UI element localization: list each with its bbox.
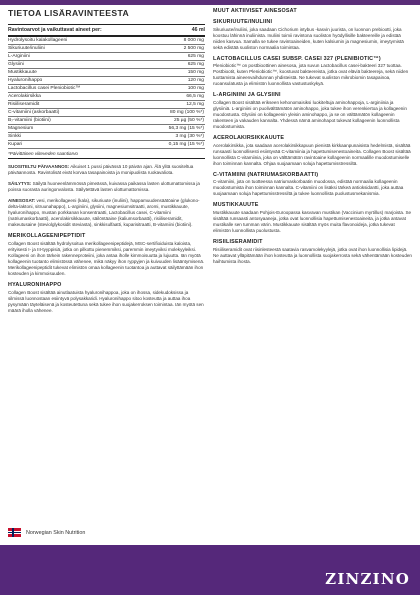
nutrition-row	[8, 125, 205, 133]
section-text: SUOSITELTU PÄIVAANNOS: Aikuiset 1 pussi päivässä 10 päivän ajan. Älä ylitä suositeltua päiväannosta. Ravintolisät eivät korvaa tasapainoista ja monipuolista ruokavaliota.	[8, 164, 194, 176]
section-title: SIKURIUUTE/INULIINI	[213, 19, 273, 25]
nutrition-rows	[8, 37, 205, 149]
section-title: MUSTIKKAUUTE	[213, 202, 259, 209]
section-lead-title: SUOSITELTU PÄIVAANNOS:	[8, 164, 70, 169]
right-section	[213, 202, 412, 234]
nutrition-row	[8, 85, 205, 93]
nutrient-name: L-Arginiini	[8, 54, 30, 59]
left-section	[8, 181, 205, 193]
nutrition-row	[8, 77, 205, 85]
nutrient-value: 3 mg (30 %*)	[175, 134, 204, 139]
left-sections	[8, 164, 205, 314]
nutrient-name: C-vitamiini (askorbaatti)	[8, 110, 60, 115]
nutrient-value: 56,3 mg (15 %*)	[168, 126, 204, 131]
section-text: Collagen Boost sisältää erikseen kehonomaisiksi luokiteltuja aminohappoja, L-arginiinia ja glysiiniä. L-arginiini on puolivälttämätön aminohappo, joka tukee ihon verenkiertoa ja kollageenin muodostusta. Glysiini on kollageenin yleisin aminohappo, ja se on välttämätön kollageenin rakenteen ja vakauden kannalta. Yhdessä nämä aminohapot tukevat kollageenin luonnollista muodostumista.	[213, 99, 407, 130]
nutrient-value: 625 mg	[187, 62, 204, 67]
zinzino-logo: ZINZINO	[325, 570, 410, 588]
nutrition-row	[8, 45, 205, 53]
nutrient-name: Hydrolysoitu kalakollageeni	[8, 38, 68, 43]
nutrient-name: Risiiliseramidit	[8, 102, 40, 107]
nutrient-value: 120 mg	[187, 78, 204, 83]
section-lead-title: AINESOSAT:	[8, 198, 36, 204]
section-lead-title: SÄILYTYS:	[8, 181, 32, 187]
right-section	[213, 239, 412, 265]
nutrient-value: 8 000 mg	[183, 38, 204, 43]
section-text: Pleniobiotic™ on postbioottinen ainesosa, jota suvun Lactobacillus casei-bakteeri 327 tuottaa. Postbiootit, kuten Pleniobiotic™, koostuvat bakteereista, jotka ovat eläviä bakteereja, sekä niiden tuottamista aineenvaihdunnan yhdisteistä. Ne tukevat suoliston mikrobiomin tasapainoa, ruoansulatusta ja elimistön luonnollista vastustuskykyä.	[213, 63, 409, 87]
section-title: HYALURONIHAPPO	[8, 282, 62, 289]
page-title: TIETOA LISÄRAVINTEESTA	[8, 8, 130, 18]
top-accent-bar	[0, 0, 420, 5]
right-section	[213, 172, 412, 198]
nutrient-name: Sikuriuute/inuliini	[8, 46, 45, 51]
left-column	[8, 8, 205, 314]
section-text: C-vitamiini, jota on tuotteessa natriumaskorbaatin muodossa, edistää normaalia kollageenin muodostumista ihon toiminnan kannalta. C-vitamiini on lisäksi tärkeä antioksidantti, joka auttaa suojaamaan soluja hapettumisstressiltä ja tukee luonnollista puolustusmekanismia.	[213, 179, 404, 197]
nutrient-name: Magnesium	[8, 126, 34, 131]
nutrient-value: 66,5 mg	[186, 94, 204, 99]
nutrition-row	[8, 117, 205, 125]
nutrient-value: 2 500 mg	[183, 46, 204, 51]
nutrition-row	[8, 53, 205, 61]
section-title: L-ARGINIINI JA GLYSIINI	[213, 92, 281, 99]
nutrient-name: Lactobacillus casei Pleniobiotic™	[8, 86, 81, 91]
left-section	[8, 233, 205, 277]
nutrient-name: Glysiini	[8, 62, 24, 67]
section-text: Collagen Boost sisältää hydrolysoitua merikollageenipeptidejä, MSC-sertifioiduista kaloista, erityisesti I- ja III-tyyppisiä, jotka on pilkottu pienemmiksi, paremmin imeytyviksi molekyyleiksi. Kollageeni on ihon tärkein rakenneproteiini, joka antaa iholle kimmoisuutta ja lujuutta. Iän myötä kollageenin tuotanto elimistössä vähenee, mikä näkyy ihon ryppyjen ja kuivuuden lisääntymisenä. Merikollageenipeptidit tukevat elimistön omaa kollageenin tuotantoa ja auttavat säilyttämään ihon kosteuden ja kimmoisuuden.	[8, 240, 205, 277]
right-section	[213, 92, 412, 130]
nutrient-name: Sinkki	[8, 134, 22, 139]
left-section	[8, 198, 205, 228]
section-text: Sikuriuute/inuliini, joka saadaan Cichorium intybus -kasvin juurista, on luonnon prebiootti, joka koostuu lähinnä inuliinista. Inuliini toimii ravintona suoliston hyödyllisille bakteereille ja edistää niiden kasvua. Samalla se tukee ravintoaineiden, kuten kalsiumin ja magnesiumin, imeytymistä sekä edistää suoliston normaalia toimintaa.	[213, 26, 404, 50]
right-sections	[213, 19, 412, 265]
nutrition-row	[8, 109, 205, 117]
nutrient-value: 150 mg	[187, 70, 204, 75]
section-title: MERIKOLLAGEENIPEPTIDIT	[8, 233, 86, 240]
nutrient-name: Hyaluronihappo	[8, 78, 43, 83]
nutrition-row	[8, 93, 205, 101]
section-text: Mustikkauute saadaan Pohjois-Euroopassa kasvavan mustikan (Vaccinium myrtillus) marjoista. Se sisältää runsaasti antosyaaneja, jotka ovat luonnollisia hapettumisenestoaineita, ja jotka antavat mustikalle sen tumman värin. Mustikkauute sisältää myös muita flavonoideja, jotka tukevat elimistön luonnollista puolustusta.	[213, 209, 412, 234]
section-text: AINESOSAT: vesi, merikollageeni (kala), sikuriuute (inuliini), happamuudensäätöaine (glukono-delta-laktoni, sitruunahappo), L-arginiini, glysiini, magnesiumsitraatti, aromi, mustikkauute, hyaluronihappo, mustan porkkanan konsentraatti, Lactobacillus casei, C-vitamiini (natriumaskorbaatti), acerolakirsikkauute, säilöntäaine (kaliumsorbaatti), risiiliseramidit, makeutusaine (steviolglykosidit steviasta), sinkkisulfaatti, kuparisitraatti, B-vitamiini (biotiini).	[8, 198, 200, 228]
footer-brand-text: Norwegian Skin Nutrition	[26, 530, 86, 536]
nutrient-name: Kupari	[8, 142, 23, 147]
left-section	[8, 282, 205, 314]
section-title: C-VITAMIINI (NATRIUMASKORBAATTI)	[213, 171, 319, 178]
nutrition-row	[8, 61, 205, 69]
nutrition-row	[8, 141, 205, 149]
section-title: RISIILISERAMIDIT	[213, 239, 263, 246]
nutrient-name: Mustikkauute	[8, 70, 37, 75]
nutrient-value: 12,5 mg	[186, 102, 204, 107]
nutrient-value: 100 mg	[187, 86, 204, 91]
right-section	[213, 56, 412, 88]
section-text: Acerolakirsikka, jota saadaan acerolakirsikkapuun pienistä kirkkaanpunaisista hedelmistä, sisältää runsaasti luonnollisesti esiintyvää C-vitamiinia ja hapettumisenestoaineita. Collagen Boost sisältää luonnollista C-vitamiinia, joka on välttämätön ravintoaine kollageenin normaalille muodostumiselle ihon toiminnan kannalta. Ohjaa suojaamaan soluja hapettumisstressiltä.	[213, 142, 411, 166]
nutrition-header-label: Ravintoarvot ja vaikuttavat aineet per:	[8, 27, 102, 33]
nutrition-row	[8, 133, 205, 141]
nutrient-name: B₇-vitamiini (biotiini)	[8, 118, 51, 123]
nutrient-value: 80 mg (100 %*)	[170, 110, 204, 115]
right-column-heading: MUUT AKTIIVISET AINESOSAT	[213, 8, 297, 14]
nutrition-table	[8, 24, 205, 159]
section-text: SÄILYTYS: Säilytä huoneenlämmössä pimeässä, kuivassa paikassa lasten ulottumattomissa ja poissa suorasta auringonvalosta. Säilytettävä lasten ulottumattomissa.	[8, 181, 200, 193]
nutrition-table-header	[8, 25, 205, 37]
left-section	[8, 164, 205, 176]
nutrition-header-portion: 46 ml	[191, 27, 205, 33]
section-title: ACEROLAKIRSIKKAUUTE	[213, 135, 285, 142]
section-text: Collagen Boost sisältää ainutlaatuista hyaluronihappoa, joka on ihossa, sidekudoksissa ja silmissä luonnostaan esiintyvä polysakkaridi. Hyaluronihappo sitoo kosteutta ja auttaa ihoa pysymään täyteläisenä ja kosteutettuna sekä tukee ihon suojakerroksen toimintaa. Iän myötä sen määrä iholla vähenee.	[8, 289, 204, 313]
right-section	[213, 135, 412, 167]
nutrient-name: Acerolakirsikka	[8, 94, 41, 99]
norway-flag-icon	[8, 528, 21, 537]
section-title: LACTOBACILLUS CASEI SUBSP. CASEI 327 (PLENIBIOTIC™)	[213, 55, 381, 62]
right-section	[213, 19, 412, 51]
nutrient-value: 25 µg (50 %*)	[173, 118, 204, 123]
nutrition-row	[8, 101, 205, 109]
nutrition-row	[8, 69, 205, 77]
right-column	[213, 8, 412, 265]
section-text: Risiiliseramidit ovat riisinlesteestä saatavia rasvamolekyylejä, jotka ovat ihon luonnollisia lipidejä. Ne auttavat ylläpitämään ihon kosteutta ja luonnollista suojakerrosta sekä vähentämään kosteuden haihtumista ihosta.	[213, 246, 412, 264]
nutrient-value: 0,15 mg (15 %*)	[168, 142, 204, 147]
nutrient-value: 625 mg	[187, 54, 204, 59]
nutrition-row	[8, 37, 205, 45]
nutrition-footnote: *Päivittäinen viiteveden saantiarvo	[8, 151, 78, 156]
